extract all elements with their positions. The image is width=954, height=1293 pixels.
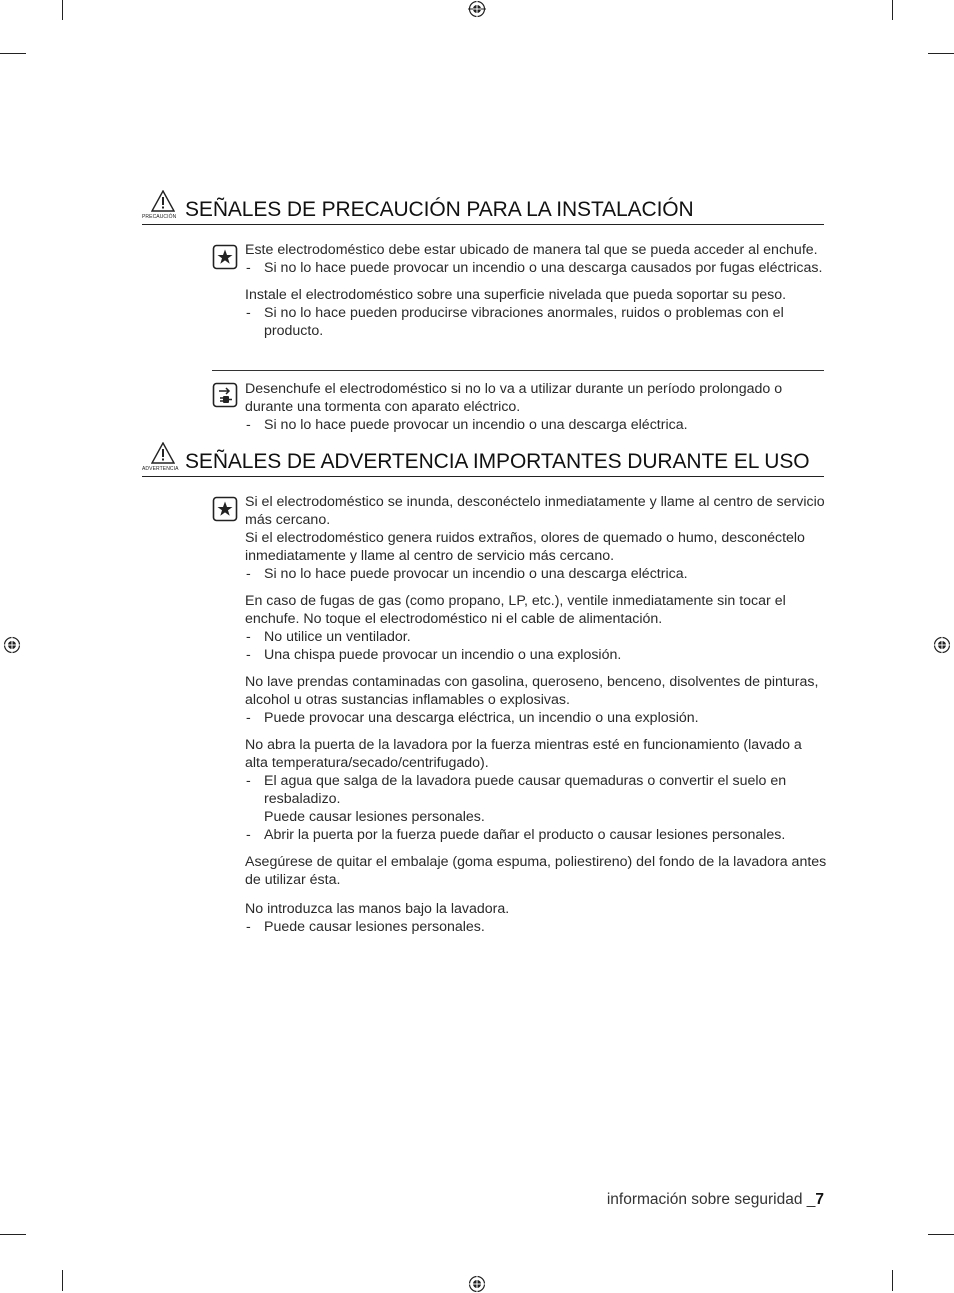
- registration-mark-icon: [3, 636, 21, 654]
- crop-mark: [0, 53, 26, 54]
- page-number: 7: [815, 1191, 824, 1208]
- crop-mark: [892, 0, 893, 20]
- instruction-block: [245, 241, 827, 340]
- instruction-block: [245, 493, 827, 936]
- unplug-icon: [212, 382, 238, 408]
- instruction-text: Desenchufe el electrodoméstico si no lo va a utilizar durante un período prolongado o durante una tormenta con aparato eléctrico.: [245, 381, 783, 415]
- crop-mark: [892, 1270, 893, 1291]
- registration-mark-icon: [468, 1275, 486, 1293]
- instruction-text: No introduzca las manos bajo la lavadora.: [245, 901, 510, 917]
- star-rule-icon: [212, 496, 238, 522]
- consequence-text: - Puede causar lesiones personales.: [245, 918, 827, 936]
- registration-mark-icon: [933, 636, 951, 654]
- caution-icon: [142, 190, 180, 222]
- section-title: SEÑALES DE PRECAUCIÓN PARA LA INSTALACIÓN: [185, 198, 694, 221]
- consequence-text: - Abrir la puerta por la fuerza puede dañar el producto o causar lesiones personales.: [245, 826, 827, 844]
- crop-mark: [0, 1234, 26, 1235]
- caution-icon-caption: PRECAUCIÓN: [142, 214, 177, 220]
- instruction-block: [245, 380, 827, 434]
- instruction-text: Este electrodoméstico debe estar ubicado de manera tal que se pueda acceder al enchufe.: [245, 242, 818, 258]
- crop-mark: [928, 1234, 954, 1235]
- footer-label: información sobre seguridad _: [606, 1191, 816, 1208]
- consequence-text: - Puede provocar una descarga eléctrica, un incendio o una explosión.: [245, 709, 827, 727]
- instruction-text: Instale el electrodoméstico sobre una superficie nivelada que pueda soportar su peso.: [245, 287, 787, 303]
- consequence-line: El agua que salga de la lavadora puede causar quemaduras o convertir el suelo en resbaladizo.: [264, 773, 787, 807]
- consequence-text: - Si no lo hace puede provocar un incendio o una descarga eléctrica.: [245, 565, 827, 583]
- instruction-text: En caso de fugas de gas (como propano, LP, etc.), ventile inmediatamente sin tocar el enchufe. No toque el electrodoméstico ni el cable de alimentación.: [245, 593, 786, 627]
- crop-mark: [928, 53, 954, 54]
- warning-icon-caption: ADVERTENCIA: [142, 466, 179, 472]
- instruction-text: No lave prendas contaminadas con gasolina, queroseno, benceno, disolventes de pinturas, alcohol u otras sustancias inflamables o explosivas.: [245, 674, 819, 708]
- instruction-text: Asegúrese de quitar el embalaje (goma espuma, poliestireno) del fondo de la lavadora antes de utilizar ésta.: [245, 854, 827, 888]
- instruction-text: Si el electrodoméstico se inunda, desconéctelo inmediatamente y llame al centro de servicio más cercano.: [245, 494, 825, 528]
- section-header-warning: [142, 442, 824, 477]
- consequence-text: - No utilice un ventilador.: [245, 628, 827, 646]
- consequence-line: Puede causar lesiones personales.: [264, 809, 485, 825]
- consequence-text: - Si no lo hace puede provocar un incendio o una descarga eléctrica.: [245, 416, 827, 434]
- section-header-precaution: [142, 190, 824, 225]
- crop-mark: [62, 1270, 63, 1291]
- warning-icon: [142, 442, 180, 474]
- page-footer: [607, 1191, 824, 1209]
- consequence-text: [245, 772, 827, 826]
- consequence-text: - Si no lo hace puede provocar un incendio o una descarga causados por fugas eléctricas.: [245, 259, 827, 277]
- consequence-text: - Si no lo hace pueden producirse vibraciones anormales, ruidos o problemas con el producto.: [245, 304, 827, 340]
- divider: [212, 370, 824, 371]
- registration-mark-icon: [468, 0, 486, 18]
- star-rule-icon: [212, 244, 238, 270]
- consequence-text: - Una chispa puede provocar un incendio o una explosión.: [245, 646, 827, 664]
- section-title: SEÑALES DE ADVERTENCIA IMPORTANTES DURANTE EL USO: [185, 450, 810, 473]
- instruction-text: No abra la puerta de la lavadora por la fuerza mientras esté en funcionamiento (lavado a alta temperatura/secado/centrifugado).: [245, 737, 802, 771]
- crop-mark: [62, 0, 63, 20]
- instruction-text: Si el electrodoméstico genera ruidos extraños, olores de quemado o humo, desconéctelo inmediatamente y llame al centro de servicio más cercano.: [245, 530, 805, 564]
